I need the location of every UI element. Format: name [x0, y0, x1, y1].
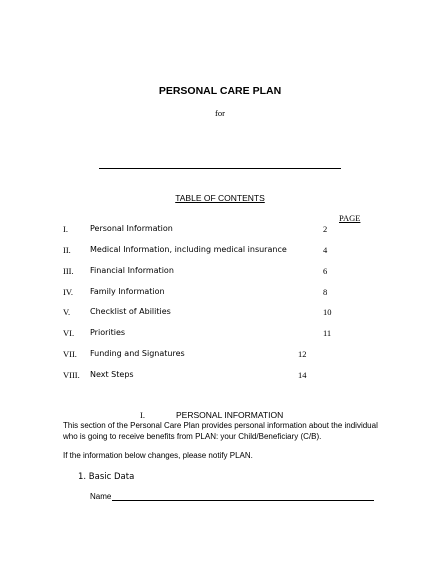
- toc-page-heading: PAGE: [339, 213, 361, 223]
- toc-row-number: V.: [63, 307, 71, 317]
- toc-row-number: VIII.: [63, 370, 80, 380]
- toc-row-number: VII.: [63, 349, 77, 359]
- toc-row-page: 12: [298, 349, 307, 359]
- name-field-label: Name: [90, 492, 112, 501]
- section-intro: This section of the Personal Care Plan provides personal information about the individual who is going to receive benefits from PLAN: your Child/Beneficiary (C/B).: [63, 421, 378, 441]
- section-notice: If the information below changes, please notify PLAN.: [63, 451, 253, 460]
- toc-row-number: I.: [63, 224, 68, 234]
- toc-row-label: Family Information: [90, 287, 165, 296]
- toc-row-page: 2: [323, 224, 328, 234]
- toc-row-label: Financial Information: [90, 266, 174, 275]
- toc-row-page: 11: [323, 328, 332, 338]
- toc-row-label: Checklist of Abilities: [90, 307, 171, 316]
- section-title: PERSONAL INFORMATION: [176, 410, 284, 420]
- toc-row-label: Medical Information, including medical insurance: [90, 245, 287, 254]
- toc-row-page: 14: [298, 370, 307, 380]
- toc-row-number: III.: [63, 266, 74, 276]
- recipient-name-line: [99, 168, 341, 169]
- section-number: I.: [140, 410, 145, 420]
- toc-row-number: II.: [63, 245, 71, 255]
- subsection-heading: 1. Basic Data: [78, 472, 135, 482]
- toc-row-label: Priorities: [90, 328, 126, 337]
- toc-row-page: 8: [323, 287, 328, 297]
- toc-row-page: 6: [323, 266, 328, 276]
- toc-row-number: VI.: [63, 328, 75, 338]
- toc-row-number: IV.: [63, 287, 73, 297]
- toc-row-label: Funding and Signatures: [90, 349, 185, 358]
- name-field-line[interactable]: [112, 500, 374, 501]
- document-title: PERSONAL CARE PLAN: [158, 85, 282, 97]
- toc-row-label: Personal Information: [90, 224, 173, 233]
- toc-row-page: 4: [323, 245, 328, 255]
- for-label: for: [215, 108, 225, 118]
- toc-heading: TABLE OF CONTENTS: [175, 193, 265, 203]
- toc-row-label: Next Steps: [90, 370, 134, 379]
- toc-row-page: 10: [323, 307, 332, 317]
